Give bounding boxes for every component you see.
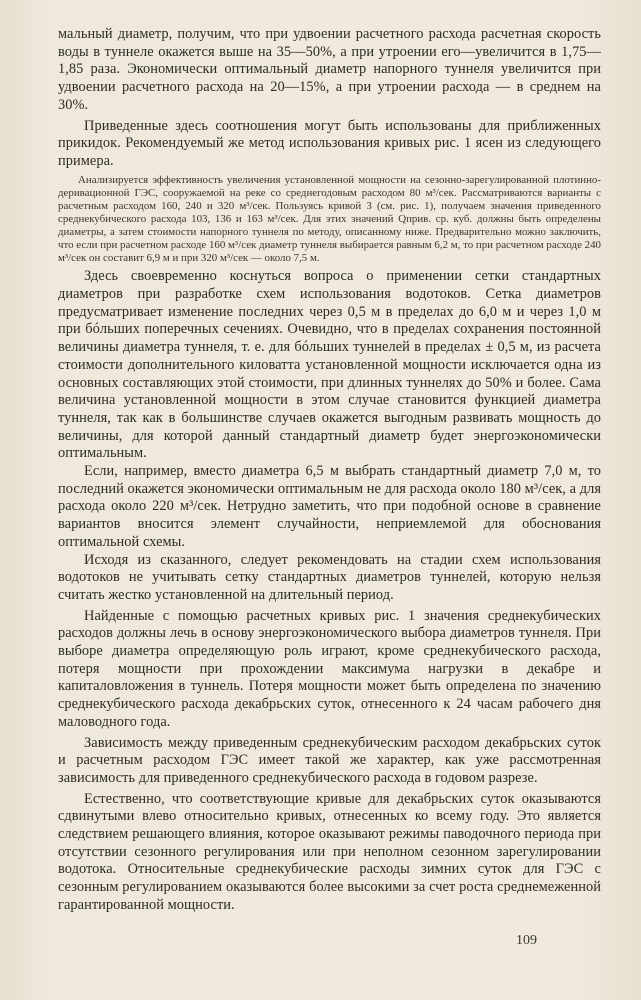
paragraph-5: Исходя из сказанного, следует рекомендовать на стадии схем использования водотоков не учитывать сетку стандартных диаметров туннелей, которую нельзя считать жестко установленной на длительный период. xyxy=(58,551,601,603)
paragraph-1: мальный диаметр, получим, что при удвоении расчетного расхода расчетная скорость воды в туннеле окажется выше на 35—50%, а при утроении его—увеличится в 1,75—1,85 раза. Экономически оптимальный диаметр напорного туннеля увеличится при удвоении расчетного расхода на 20—15%, а при утроении расхода — в среднем на 30%. xyxy=(58,26,601,113)
page-number: 109 xyxy=(516,933,537,948)
paragraph-4: Если, например, вместо диаметра 6,5 м выбрать стандартный диаметр 7,0 м, то последний окажется экономически оптимальным не для расхода около 180 м³/сек, а для расхода около 220 м³/сек. Нетрудно заметить, что при подобной основе в сравнение вариантов вносится элемент случайности, неприемлемой для обоснования оптимальной схемы. xyxy=(58,463,601,550)
paragraph-7: Зависимость между приведенным среднекубическим расходом декабрьских суток и расчетным расходом ГЭС имеет такой же характер, как уже рассмотренная зависимость для приведенного среднекубического расхода в годовом разрезе. xyxy=(58,734,601,786)
example-paragraph: Анализируется эффективность увеличения установленной мощности на сезонно-зарегулированной плотинно-деривационной ГЭС, сооружаемой на реке со среднегодовым расходом 80 м³/сек. Рассматриваются варианты с расчетным расходом 160, 240 и 320 м³/сек. Пользуясь кривой 3 (см. рис. 1), получаем значения приведенного среднекубического расхода 103, 136 и 163 м³/сек. Для этих значений Qприв. ср. куб. должны быть определены диаметры, а затем стоимости напорного туннеля по методу, описанному ниже. Предварительно можно заключить, что если при расчетном расходе 160 м³/сек диаметр туннеля выбирается равным 6,2 м, то при расчетном расходе 240 м³/сек он составит 6,9 м и при 320 м³/сек — около 7,5 м. xyxy=(58,173,601,265)
paragraph-6: Найденные с помощью расчетных кривых рис. 1 значения среднекубических расходов должны лечь в основу энергоэкономического выбора диаметров туннеля. При выборе диаметра определяющую роль играют, кроме среднекубического расхода, потеря мощности при прохождении максимума нагрузки в декабре и капиталовложения в туннель. Потеря мощности может быть определена по значению среднекубического расхода декабрьских суток, отнесенного к 24 часам рабочего дня маловодного года. xyxy=(58,607,601,730)
paragraph-8: Естественно, что соответствующие кривые для декабрьских суток оказываются сдвинутыми влево относительно кривых, отнесенных ко всему году. Это является следствием решающего влияния, которое оказывают режимы паводочного периода при отсутствии сезонного регулирования или при неполном сезонном зарегулировании водотока. Относительные среднекубические расходы зимних суток для ГЭС с сезонным регулированием оказываются более высокими за счет роста среднемеженной гарантированной мощности. xyxy=(58,790,601,913)
paragraph-3: Здесь своевременно коснуться вопроса о применении сетки стандартных диаметров при разработке схем использования водотоков. Сетка диаметров предусматривает изменение последних через 0,5 м в пределах до 6,0 м и через 1,0 м при бóльших поперечных сечениях. Очевидно, что в пределах сохранения постоянной величины диаметра туннеля, т. е. для бóльших туннелей в пределах ± 0,5 м, из расчета стоимости дополнительного киловатта установленной мощности исключается одна из основных составляющих этой стоимости, при длинных туннелях до 50% и более. Сама величина установленной мощности в этом случае становится функцией диаметра туннеля, так как в большинстве случаев окажется выгодным развивать мощность до величины, для которой данный стандартный диаметр будет энергоэкономически оптимальным. xyxy=(58,268,601,462)
paragraph-2: Приведенные здесь соотношения могут быть использованы для приближенных прикидок. Рекомендуемый же метод использования кривых рис. 1 ясен из следующего примера. xyxy=(58,117,601,169)
